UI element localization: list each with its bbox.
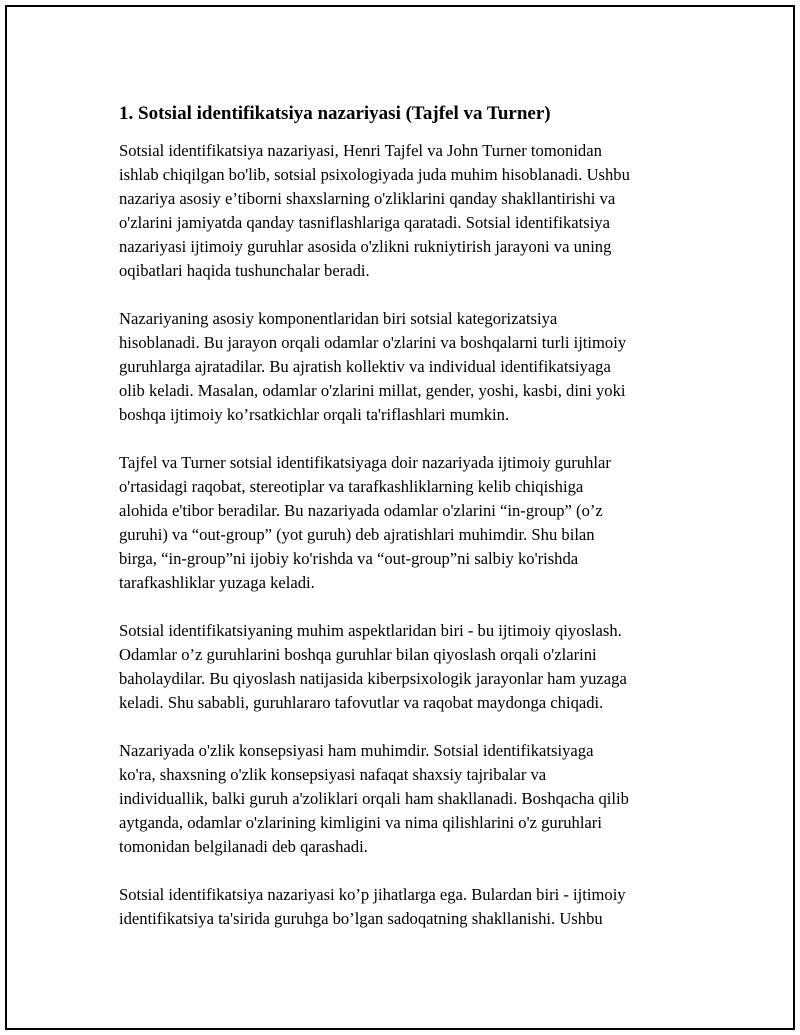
text-line: ishlab chiqilgan bo'lib, sotsial psixologiyada juda muhim hisoblanadi. Ushbu: [119, 165, 630, 184]
text-line: nazariyasi ijtimoiy guruhlar asosida o'zlikni rukniytirish jarayoni va uning: [119, 237, 612, 256]
text-line: guruhlarga ajratadilar. Bu ajratish kollektiv va individual identifikatsiyaga: [119, 357, 611, 376]
text-line: o'rtasidagi raqobat, stereotiplar va tarafkashliklarning kelib chiqishiga: [119, 477, 584, 496]
text-line: nazariya asosiy e’tiborni shaxslarning o'zliklarini qanday shakllantirishi va: [119, 189, 616, 208]
text-line: olib keladi. Masalan, odamlar o'zlarini millat, gender, yoshi, kasbi, dini yoki: [119, 381, 626, 400]
text-line: identifikatsiya ta'sirida guruhga bo’lgan sadoqatning shakllanishi. Ushbu: [119, 909, 603, 928]
page-frame: [5, 5, 795, 1030]
text-line: alohida e'tibor beradilar. Bu nazariyada odamlar o'zlarini “in-group” (o’z: [119, 501, 603, 520]
text-line: Sotsial identifikatsiya nazariyasi, Henri Tajfel va John Turner tomonidan: [119, 141, 602, 160]
text-line: oqibatlari haqida tushunchalar beradi.: [119, 261, 370, 280]
paragraph-5: [119, 739, 709, 859]
paragraph-6: [119, 883, 709, 931]
text-line: keladi. Shu sababli, guruhlararo tafovutlar va raqobat maydonga chiqadi.: [119, 693, 604, 712]
text-line: Nazariyaning asosiy komponentlaridan biri sotsial kategorizatsiya: [119, 309, 558, 328]
text-line: individuallik, balki guruh a'zoliklari orqali ham shakllanadi. Boshqacha qilib: [119, 789, 629, 808]
paragraph-4: [119, 619, 709, 715]
text-line: hisoblanadi. Bu jarayon orqali odamlar o'zlarini va boshqalarni turli ijtimoiy: [119, 333, 627, 352]
text-line: guruhi) va “out-group” (yot guruh) deb ajratishlari muhimdir. Shu bilan: [119, 525, 595, 544]
document-body: [119, 101, 709, 955]
text-line: ko'ra, shaxsning o'zlik konsepsiyasi nafaqat shaxsiy tajribalar va: [119, 765, 547, 784]
text-line: baholaydilar. Bu qiyoslash natijasida kiberpsixologik jarayonlar ham yuzaga: [119, 669, 627, 688]
paragraph-2: [119, 307, 709, 427]
text-line: tomonidan belgilanadi deb qarashadi.: [119, 837, 368, 856]
text-line: tarafkashliklar yuzaga keladi.: [119, 573, 315, 592]
text-line: birga, “in-group”ni ijobiy ko'rishda va “out-group”ni salbiy ko'rishda: [119, 549, 579, 568]
text-line: Sotsial identifikatsiya nazariyasi ko’p jihatlarga ega. Bulardan biri - ijtimoiy: [119, 885, 626, 904]
text-line: Nazariyada o'zlik konsepsiyasi ham muhimdir. Sotsial identifikatsiyaga: [119, 741, 594, 760]
text-line: Sotsial identifikatsiyaning muhim aspektlaridan biri - bu ijtimoiy qiyoslash.: [119, 621, 622, 640]
paragraph-1: [119, 139, 709, 283]
section-heading: 1. Sotsial identifikatsiya nazariyasi (Tajfel va Turner): [119, 103, 551, 124]
paragraph-3: [119, 451, 709, 595]
text-line: aytganda, odamlar o'zlarining kimligini va nima qilishlarini o'z guruhlari: [119, 813, 602, 832]
text-line: Odamlar o’z guruhlarini boshqa guruhlar bilan qiyoslash orqali o'zlarini: [119, 645, 597, 664]
text-line: o'zlarini jamiyatda qanday tasniflashlariga qaratadi. Sotsial identifikatsiya: [119, 213, 610, 232]
text-line: boshqa ijtimoiy ko’rsatkichlar orqali ta'riflashlari mumkin.: [119, 405, 510, 424]
text-line: Tajfel va Turner sotsial identifikatsiyaga doir nazariyada ijtimoiy guruhlar: [119, 453, 611, 472]
